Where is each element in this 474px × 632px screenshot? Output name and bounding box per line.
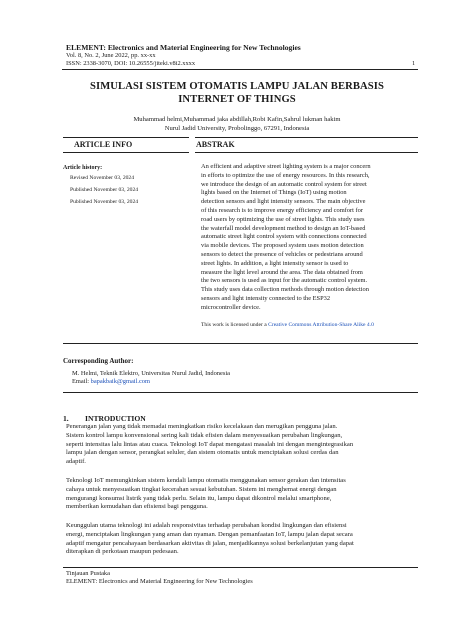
paragraph-line: Teknologi IoT memungkinkan sistem kendali lampu otomatis menggunakan sensor gerakan dan intensitas [66,477,346,484]
abstract-line: sensors to detect the presence of vehicles or pedestrians around [201,250,363,258]
paragraph-line: lampu jalan dengan sensor, perangkat seluler, dan sistem otomatis untuk menciptakan solusi cerdas dan [66,449,339,457]
license-note [201,322,374,328]
info-bottom-rule [63,152,189,153]
article-info-heading: ARTICLE INFO [74,140,133,149]
abstract-line: we introduce the design of an automatic control system for street [201,180,367,188]
paragraph-line: Keunggulan utama teknologi ini adalah responsivitas terhadap perubahan kondisi lingkungan dan efisiensi [66,522,347,529]
corresponding-author-name: M. Helmi, Teknik Elektro, Universitas Nurul Jadid, Indonesia [72,370,230,377]
email-label: Email: [72,378,91,385]
paragraph-line: Penerangan jalan yang tidak memadai meningkatkan risiko kecelakaan dan merugikan pengguna jalan. [66,423,338,430]
author-list: Muhammad helmi,Muhammad jaka abdillah,Robi Kafin,Sahrul lukman hakim [133,116,341,123]
abstract-line: via mobile devices. The proposed system uses motion detection [201,242,364,250]
abstract-line: This study uses data collection methods through motion detection [201,286,369,294]
paragraph-line: cahaya untuk menyesuaikan tingkat kecerahan sesuai kebutuhan. Sistem ini menghemat energi dengan [66,485,337,493]
footer-left: Tinjauan Pustaka [66,570,110,577]
history-label: Article history: [63,165,103,171]
paragraph-line: diterapkan di perkotaan maupun pedesaan. [66,548,179,556]
paragraph-line: memberikan kemudahan dan efisiensi bagi pengguna. [66,503,208,511]
paragraph-line: Sistem kontrol lampu konvensional sering kali tidak efisien dalam menyesuaikan perubahan lingkungan, [66,431,343,439]
abstract-line: street lights. In addition, a light intensity sensor is used to [201,259,349,267]
affiliation: Nurul Jadid University, Probolinggo, 67291, Indonesia [164,125,310,132]
paragraph-line: adaptif. [66,458,86,466]
section-heading [63,414,146,423]
abstract-line: the two sensors is used as input for the automatic control system. [201,277,368,285]
abstract-line: the waterfall model development method to design an IoT-based [201,224,366,232]
footer-journal: ELEMENT: Electronics and Material Engineering for New Technologies [66,578,253,585]
section-title: INTRODUCTION [85,414,146,423]
abstract-line: in efforts to optimize the use of energy resources. In this research, [201,171,370,179]
abstract-line: measure the light level around the area. The data obtained from [201,268,363,276]
abstract-line: road users by optimizing the use of street lights. This study uses [201,215,365,223]
info-top-rule [63,137,189,138]
published-date: Published November 03, 2024 [70,199,139,205]
paragraph-line: adaptif mengatur pencahayaan berdasarkan aktivitas di jalan, menjadikannya solusi berkelanjutan yang dapat [66,539,354,547]
abstract-line: automatic street light control system with connections connected [201,233,367,241]
abstract-heading: ABSTRAK [196,140,235,149]
abstract-line: An efficient and adaptive street lighting system is a major concern [201,163,371,170]
paragraph-line: mengurangi konsumsi listrik yang tidak perlu. Selain itu, lampu dapat dikontrol melalui smartphone, [66,494,332,502]
intro-paragraph-1 [66,423,420,467]
title-line: SIMULASI SISTEM OTOMATIS LAMPU JALAN BERBASIS [89,81,385,92]
license-prefix: This work is licensed under a [201,322,269,328]
abstract-line: microcontroller device. [201,303,261,311]
abstract-line: lights based on the Internet of Things (IoT) using motion [201,189,347,197]
corresponding-end-rule [63,392,418,393]
abstract-line: detection sensors and light intensity sensors. The main objective [201,198,366,206]
revised-date: Revised November 03, 2024 [70,175,135,181]
intro-paragraph-2 [66,477,420,512]
volume-info: Vol. 8, No. 2, June 2022, pp. xx-xx [66,52,156,59]
published-date: Published November 03, 2024 [70,187,139,193]
email-link[interactable]: bapakbaik@gmail.com [90,378,150,385]
header-rule [62,69,418,70]
title-line: INTERNET OF THINGS [178,94,296,105]
section-number: 1. [63,414,69,423]
issn-doi: ISSN: 2338-3070, DOI: 10.26555/jiteki.v8i2.xxxx [66,60,196,67]
abstract-text [201,163,413,313]
intro-paragraph-3 [66,522,420,557]
abstract-end-rule [63,343,418,344]
abstract-line: of this research is to improve energy efficiency and comfort for [201,206,363,214]
license-link[interactable]: Creative Commons Attribution-Share Alike 4.0 [268,322,374,328]
abstract-top-rule [195,137,418,138]
corresponding-email [72,378,150,385]
paragraph-line: energi, menciptakan lingkungan yang aman dan nyaman. Dengan pemanfaatan IoT, lampu jalan dapat secara [66,530,353,538]
corresponding-author-heading: Corresponding Author: [63,357,134,365]
paper-title [40,80,434,106]
paragraph-line: seperti intensitas lalu lintas atau cuaca. Teknologi IoT dapat mengatasi masalah ini dengan mengintegrasikan [66,440,354,448]
abstract-bottom-rule [195,152,418,153]
journal-name: ELEMENT: Electronics and Material Engineering for New Technologies [66,43,301,52]
abstract-line: sensors and light intensity connected to the ESP32 [201,294,331,302]
footer-rule [63,567,418,568]
page-number: 1 [412,60,416,67]
